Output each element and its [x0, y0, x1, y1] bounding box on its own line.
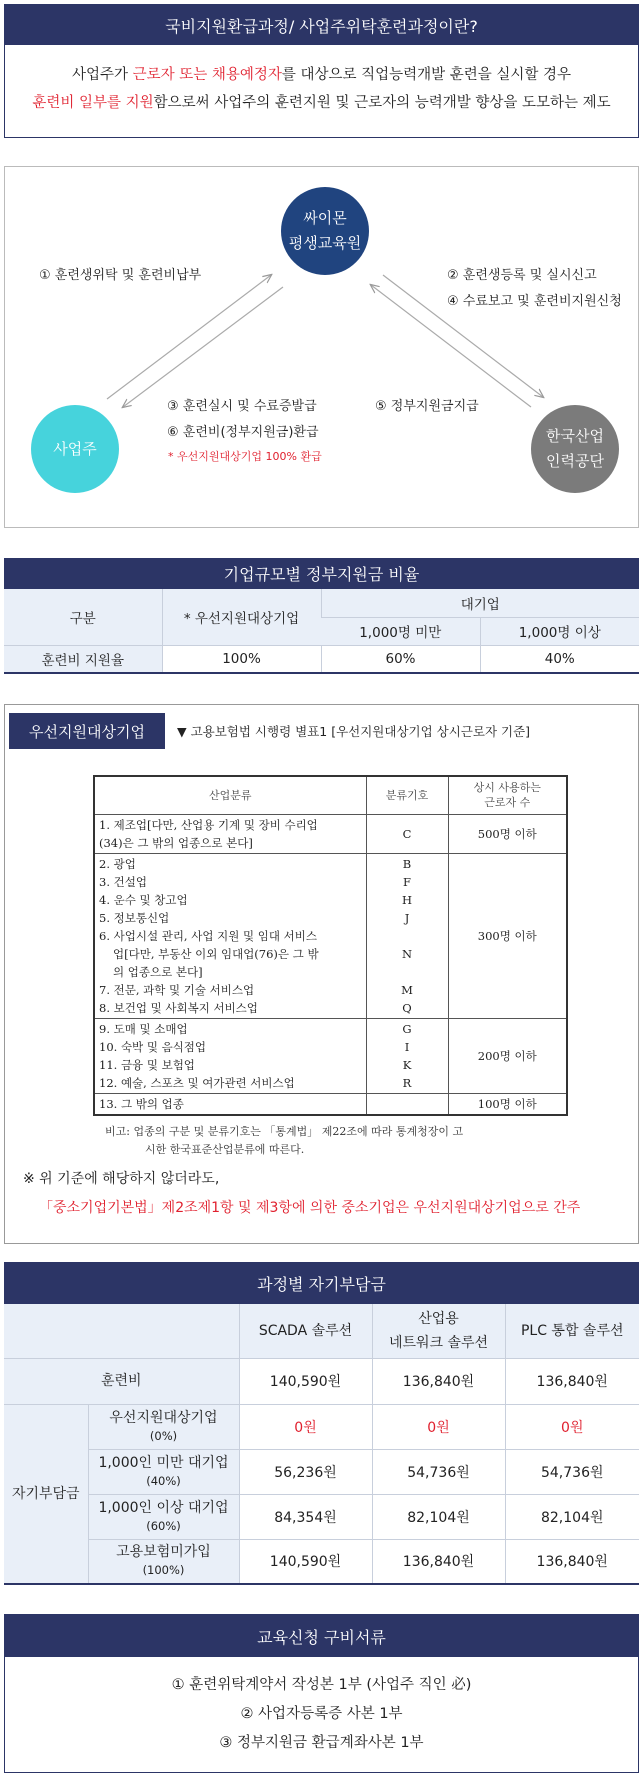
- required-documents-title: 교육신청 구비서류: [5, 1615, 638, 1657]
- priority-company-section: [4, 704, 639, 1244]
- fee-label: 훈련비: [4, 1358, 239, 1404]
- under-1000-network: 54,736원: [372, 1449, 505, 1494]
- group-1-code: C: [366, 814, 448, 853]
- required-documents-list: [5, 1657, 638, 1758]
- under-1000-plc: 54,736원: [505, 1449, 639, 1494]
- self-header-blank: [4, 1304, 239, 1358]
- self-payment-table: [4, 1304, 639, 1585]
- group-4-industries: 13. 그 밖의 업종: [94, 1093, 366, 1115]
- priority-refund-note: * 우선지원대상기업 100% 환급: [168, 450, 322, 463]
- over-1000-scada: 84,354원: [239, 1494, 372, 1539]
- group-2-codes: B F H J N M Q: [366, 853, 448, 1018]
- support-ratio-title: 기업규모별 정부지원금 비율: [4, 558, 639, 589]
- arrow-employer-to-center: [107, 275, 271, 399]
- self-payment-group-label: 자기부담금: [4, 1404, 88, 1584]
- group-4-workers: 100명 이하: [448, 1093, 567, 1115]
- self-payment-title: 과정별 자기부담금: [4, 1262, 639, 1304]
- intro-box: [4, 4, 639, 138]
- step-5-label: ⑤ 정부지원금지급: [375, 399, 479, 414]
- process-diagram: [4, 166, 639, 528]
- ratio-header-category: 구분: [4, 589, 162, 645]
- step-1-label: ① 훈련생위탁 및 훈련비납부: [39, 268, 202, 283]
- ratio-header-large: 대기업: [321, 589, 639, 617]
- course-network: 산업용 네트워크 솔루션: [372, 1304, 505, 1358]
- intro-line-2: 훈련비 일부를 지원함으로써 사업주의 훈련지원 및 근로자의 능력개발 향상을 도모하는 제도: [32, 95, 611, 111]
- ratio-header-priority: * 우선지원대상기업: [162, 589, 321, 645]
- course-scada: SCADA 솔루션: [239, 1304, 372, 1358]
- step-3-label: ③ 훈련실시 및 수료증발급: [167, 399, 317, 414]
- ratio-header-over-1000: 1,000명 이상: [480, 617, 639, 645]
- required-documents-box: [4, 1614, 639, 1773]
- uninsured-network: 136,840원: [372, 1539, 505, 1584]
- fee-plc: 136,840원: [505, 1358, 639, 1404]
- intro-title: 국비지원환급과정/ 사업주위탁훈련과정이란?: [5, 5, 638, 45]
- priority-subtitle: ▼ 고용보험법 시행령 별표1 [우선지원대상기업 상시근로자 기준]: [177, 724, 531, 739]
- table-row: [4, 1304, 639, 1358]
- table-row: [4, 1358, 639, 1404]
- arrow-center-to-employer: [123, 287, 283, 407]
- priority-network: 0원: [372, 1404, 505, 1449]
- step-2-label: ② 훈련생등록 및 실시신고: [447, 268, 597, 283]
- table-row: [4, 1539, 639, 1584]
- group-1-industries: 1. 제조업[다만, 산업용 기계 및 장비 수리업 (34)은 그 밖의 업종으로 본다]: [94, 814, 366, 853]
- workers-header: 상시 사용하는 근로자 수: [448, 776, 567, 814]
- row-label-over-1000: 1,000인 이상 대기업 (60%): [88, 1494, 239, 1539]
- uninsured-plc: 136,840원: [505, 1539, 639, 1584]
- industry-criteria-table: [93, 775, 568, 1116]
- table-row: [94, 1018, 567, 1093]
- list-item: ② 사업자등록증 사본 1부: [240, 1706, 403, 1722]
- table-row: [4, 1449, 639, 1494]
- table-row: [94, 1093, 567, 1115]
- criteria-note: 비고: 업종의 구분 및 분류기호는 「통계법」 제22조에 따라 통계청장이 고 시한 한국표준산업분류에 따른다.: [105, 1125, 464, 1156]
- group-2-industries: 2. 광업 3. 건설업 4. 운수 및 창고업 5. 정보통신업 6. 사업시설 관리, 사업 지원 및 임대 서비스 업[다만, 부동산 이외 임대업(76)은 그 밖 의 업종으로 본다] 7. 전문, 과학 및 기술 서비스업 8. 보건업 및 사회복지 서비스업: [94, 853, 366, 1018]
- group-3-industries: 9. 도매 및 소매업 10. 숙박 및 음식점업 11. 금융 및 보험업 12. 예술, 스포츠 및 여가관련 서비스업: [94, 1018, 366, 1093]
- over-1000-network: 82,104원: [372, 1494, 505, 1539]
- group-1-workers: 500명 이하: [448, 814, 567, 853]
- priority-warning-intro: ※ 위 기준에 해당하지 않더라도,: [23, 1171, 220, 1187]
- node-simon-education: 싸이몬 평생교육원: [281, 187, 369, 275]
- table-row: [4, 1494, 639, 1539]
- priority-plc: 0원: [505, 1404, 639, 1449]
- intro-line-1: 사업주가 근로자 또는 채용예정자를 대상으로 직업능력개발 훈련을 실시할 경우: [71, 67, 572, 83]
- group-4-code: [366, 1093, 448, 1115]
- over-1000-plc: 82,104원: [505, 1494, 639, 1539]
- table-row: [94, 814, 567, 853]
- list-item: ① 훈련위탁계약서 작성본 1부 (사업주 직인 必): [171, 1677, 472, 1693]
- list-item: ③ 정부지원금 환급계좌사본 1부: [219, 1735, 424, 1751]
- ratio-over-value: 40%: [480, 645, 639, 673]
- row-label-under-1000: 1,000인 미만 대기업 (40%): [88, 1449, 239, 1494]
- uninsured-scada: 140,590원: [239, 1539, 372, 1584]
- table-row: [94, 853, 567, 1018]
- priority-warning-sme: 「중소기업기본법」제2조제1항 및 제3항에 의한 중소기업은 우선지원대상기업으로 간주: [39, 1200, 581, 1216]
- ratio-row-label: 훈련비 지원율: [4, 645, 162, 673]
- step-6-label: ⑥ 훈련비(정부지원금)환급: [167, 425, 319, 440]
- intro-text: [5, 45, 638, 117]
- fee-network: 136,840원: [372, 1358, 505, 1404]
- intro-highlight-support: 훈련비 일부를 지원: [32, 95, 154, 111]
- self-payment-section: [4, 1262, 639, 1585]
- ratio-under-value: 60%: [321, 645, 480, 673]
- group-3-codes: G I K R: [366, 1018, 448, 1093]
- ratio-priority-value: 100%: [162, 645, 321, 673]
- group-3-workers: 200명 이하: [448, 1018, 567, 1093]
- fee-scada: 140,590원: [239, 1358, 372, 1404]
- support-ratio-section: [4, 558, 639, 674]
- industry-header: 산업분류: [94, 776, 366, 814]
- row-label-priority: 우선지원대상기업 (0%): [88, 1404, 239, 1449]
- table-row: [4, 645, 639, 673]
- row-label-uninsured: 고용보험미가입 (100%): [88, 1539, 239, 1584]
- course-plc: PLC 통합 솔루션: [505, 1304, 639, 1358]
- table-row: [4, 1404, 639, 1449]
- code-header: 분류기호: [366, 776, 448, 814]
- ratio-header-under-1000: 1,000명 미만: [321, 617, 480, 645]
- step-4-label: ④ 수료보고 및 훈련비지원신청: [447, 294, 622, 309]
- priority-tag: 우선지원대상기업: [9, 713, 165, 749]
- support-ratio-table: [4, 589, 639, 674]
- node-employer: 사업주: [31, 405, 119, 493]
- group-2-workers: 300명 이하: [448, 853, 567, 1018]
- node-hrd-korea: 한국산업 인력공단: [531, 405, 619, 493]
- priority-scada: 0원: [239, 1404, 372, 1449]
- under-1000-scada: 56,236원: [239, 1449, 372, 1494]
- intro-highlight-target: 근로자 또는 채용예정자: [132, 67, 282, 83]
